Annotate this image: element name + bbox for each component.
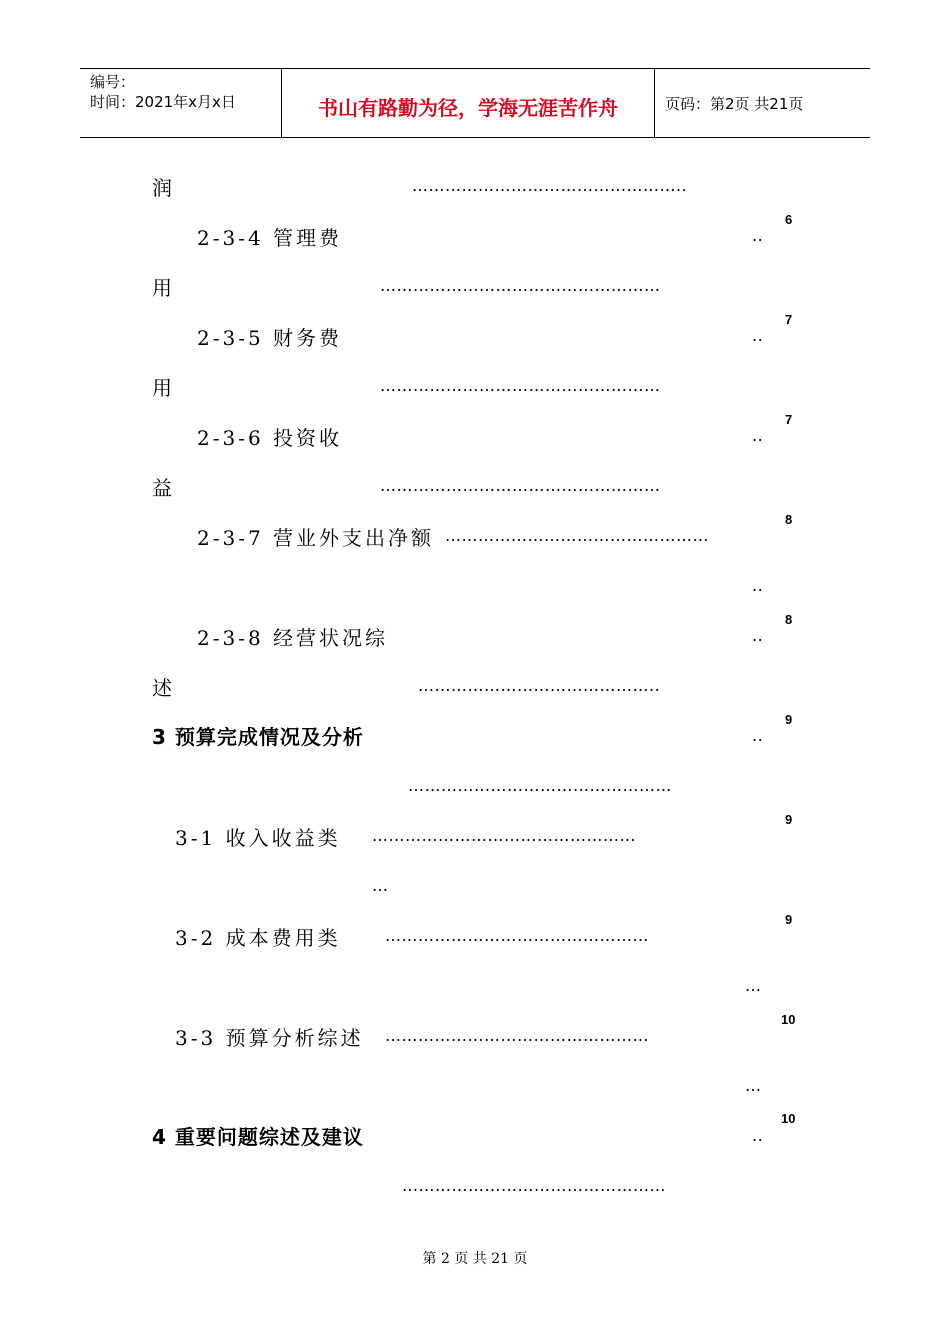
toc-leader: ………………………………………… <box>385 926 649 945</box>
toc-page-number: 9 <box>785 812 793 827</box>
toc-chapter-heading: 3 预算完成情况及分析 <box>152 725 364 749</box>
toc-page-number: 10 <box>781 1012 796 1027</box>
toc-leader: .. <box>752 326 764 345</box>
toc-text: 2-3-7 营业外支出净额 <box>197 526 435 550</box>
toc-text: 2-3-4 管理费 <box>197 226 343 250</box>
toc-page-number: 10 <box>781 1111 796 1126</box>
toc-page-number: 6 <box>785 212 793 227</box>
toc-page-number: 9 <box>785 912 793 927</box>
header-motto-cell <box>282 69 655 137</box>
header-meta-cell <box>80 69 282 137</box>
toc-page-number: 9 <box>785 712 793 727</box>
toc-text: 述 <box>152 676 175 700</box>
toc-leader: .. <box>752 1126 764 1145</box>
toc-leader: … <box>745 976 762 995</box>
toc-leader: .. <box>752 226 764 245</box>
header-page-cell <box>655 69 870 137</box>
toc-leader: ………………………………………… <box>445 526 709 545</box>
toc-text: 用 <box>152 376 175 400</box>
document-header <box>80 68 870 138</box>
toc-leader: ………………………………………… <box>372 826 636 845</box>
page-footer: 第 2 页 共 21 页 <box>422 1251 528 1267</box>
toc-leader: ………………………………………… <box>385 1026 649 1045</box>
toc-text: 3-1 收入收益类 <box>175 826 341 850</box>
toc-chapter-heading: 4 重要问题综述及建议 <box>152 1125 364 1149</box>
toc-text: 2-3-6 投资收 <box>197 426 343 450</box>
toc-text: 2-3-5 财务费 <box>197 326 343 350</box>
header-page-info: 页码：第2页 共21页 <box>665 95 804 113</box>
toc-leader: .. <box>752 576 764 595</box>
toc-text: 3-2 成本费用类 <box>175 926 341 950</box>
toc-page-number: 7 <box>785 312 793 327</box>
toc-leader: .. <box>752 726 764 745</box>
toc-text: 益 <box>152 476 175 500</box>
toc-page-number: 8 <box>785 512 793 527</box>
toc-leader: …………………………………………… <box>380 376 661 395</box>
toc-leader: …………………………………………… <box>380 276 661 295</box>
toc-leader: ………………………………………… <box>402 1176 666 1195</box>
toc-leader: .. <box>752 626 764 645</box>
document-number-label: 编号： <box>90 73 136 91</box>
toc-leader: … <box>745 1076 762 1095</box>
document-date-label: 时间：2021年x月x日 <box>90 93 236 111</box>
toc-text: 2-3-8 经营状况综 <box>197 626 389 650</box>
toc-leader: … <box>372 876 389 895</box>
toc-text: 润 <box>152 176 175 200</box>
toc-text: 3-3 预算分析综述 <box>175 1026 364 1050</box>
toc-leader: .. <box>752 426 764 445</box>
toc-leader: …………………………………….. <box>418 676 661 695</box>
toc-text: 用 <box>152 276 175 300</box>
toc-leader: ………………………………………….. <box>412 176 688 195</box>
header-motto: 书山有路勤为径，学海无涯苦作舟 <box>318 96 618 120</box>
toc-leader: …………………………………………… <box>380 476 661 495</box>
toc-page-number: 8 <box>785 612 793 627</box>
toc-page-number: 7 <box>785 412 793 427</box>
toc-leader: ………………………………………… <box>408 776 672 795</box>
